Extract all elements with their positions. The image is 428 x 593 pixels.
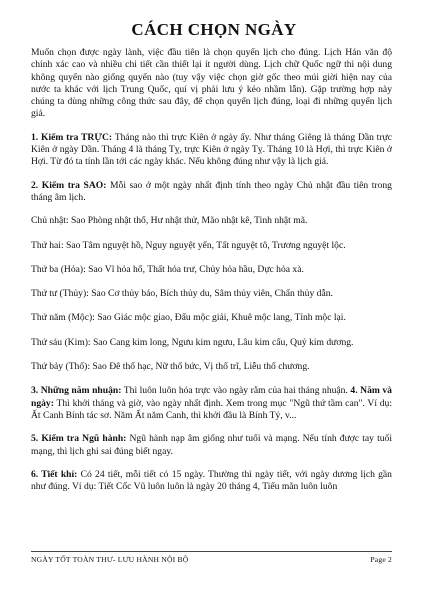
section-5-paragraph (31, 433, 392, 458)
footer-title: NGÀY TỐT TOÀN THƯ- LƯU HÀNH NỘI BỘ (31, 555, 189, 564)
section-1-text: Tháng nào thì trực Kiên ở ngày ấy. Như tháng Giêng là tháng Dần trực Kiên ở ngày Dần. Tháng 4 là tháng Tỵ, trực Kiên ở ngày Tỵ. Tháng 10 là Hợi, thì trực Kiên ở Hợi. Từ đó ta tính lần tới các ngày khác. Nếu không đúng như vậy là lịch giả. (31, 131, 392, 168)
section-5-heading: 5. Kiểm tra Ngũ hành: (31, 433, 127, 445)
day-line-monday: Thứ hai: Sao Tâm nguyệt hồ, Nguy nguyệt yến, Tất nguyệt tô, Trương nguyệt lộc. (31, 239, 346, 251)
section-2-paragraph (31, 180, 392, 205)
day-line-saturday: Thứ bảy (Thổ): Sao Đê thổ hạc, Nữ thổ bức, Vị thổ trĩ, Liễu thổ chương. (31, 361, 310, 373)
page-number: Page 2 (370, 555, 392, 564)
section-3-paragraph (31, 385, 392, 422)
section-5-text: Ngũ hành nạp âm giống như tuổi và mạng. Nếu tính được tay tuổi mạng, thì lịch ghi sai đúng biết ngay. (31, 433, 392, 457)
document-body (31, 47, 392, 504)
section-6-heading: 6. Tiết khí: (31, 468, 78, 480)
page-footer (31, 551, 392, 564)
day-line-sunday: Chủ nhật: Sao Phòng nhật thố, Hư nhật thử, Mão nhật kê, Tinh nhật mã. (31, 215, 308, 227)
section-4-text: Thì khởi tháng và giờ, vào ngày nhất định. Xem trong mục "Ngũ thứ tầm can". Ví dụ: Ất Canh Bính tác sơ. Năm Ất năm Canh, thì khởi đầu là Bính Tý, v... (31, 397, 392, 421)
section-3-text: Thì luôn luôn hóa trực vào ngày rằm của hai tháng nhuận. (121, 385, 351, 397)
day-line-tuesday: Thứ ba (Hỏa): Sao Vĩ hỏa hổ, Thất hỏa trư, Chủy hỏa hầu, Dực hỏa xà. (31, 263, 304, 275)
section-2-text: Mỗi sao ở một ngày nhất định tính theo ngày Chủ nhật đầu tiên trong tháng âm lịch. (31, 179, 392, 203)
day-line-wednesday: Thứ tư (Thủy): Sao Cơ thủy báo, Bích thủy du, Sâm thủy viên, Chẩn thủy dẫn. (31, 288, 333, 300)
section-6-text: Có 24 tiết, mỗi tiết có 15 ngày. Thường thì ngày tiết, với ngày dương lịch gần như đúng. Ví dụ: Tiết Cốc Vũ luôn luôn là ngày 20 tháng 4, Tiểu mãn luôn luôn (31, 468, 392, 493)
section-6-paragraph (31, 469, 392, 494)
intro-paragraph: Muốn chọn được ngày lành, việc đầu tiên là chọn quyển lịch cho đúng. Lịch Hán văn độ chính xác cao và nhiều chi tiết cần thiết lại ít người dùng. Lịch chữ Quốc ngữ thì nội dung không quyển nào giống quyển nào (tuy vậy việc chọn giờ gốc theo múi giời hiện nay của nước ta khác với lịch Trung Quốc, quí vị phải lưu ý kẻo nhầm lẫn). Gặp trường hợp này chúng ta dùng những công thức sau đây, để chọn quyển lịch đúng, loại đi những quyển lịch giả. (31, 47, 392, 120)
section-2-heading: 2. Kiểm tra SAO: (31, 179, 107, 191)
day-line-friday: Thứ sáu (Kim): Sao Cang kim long, Ngưu kim ngưu, Lâu kim cẩu, Quỷ kim dương. (31, 336, 354, 348)
section-4-heading: 4. Năm và ngày: (31, 385, 392, 409)
section-1-heading: 1. Kiểm tra TRỰC: (31, 131, 113, 143)
page-title: CÁCH CHỌN NGÀY (131, 20, 297, 39)
day-line-thursday: Thứ năm (Mộc): Sao Giác mộc giao, Đẩu mộc giải, Khuê mộc lang, Tỉnh mộc lại. (31, 312, 346, 324)
section-3-heading: 3. Những năm nhuận: (31, 385, 122, 397)
section-1-paragraph (31, 132, 392, 169)
